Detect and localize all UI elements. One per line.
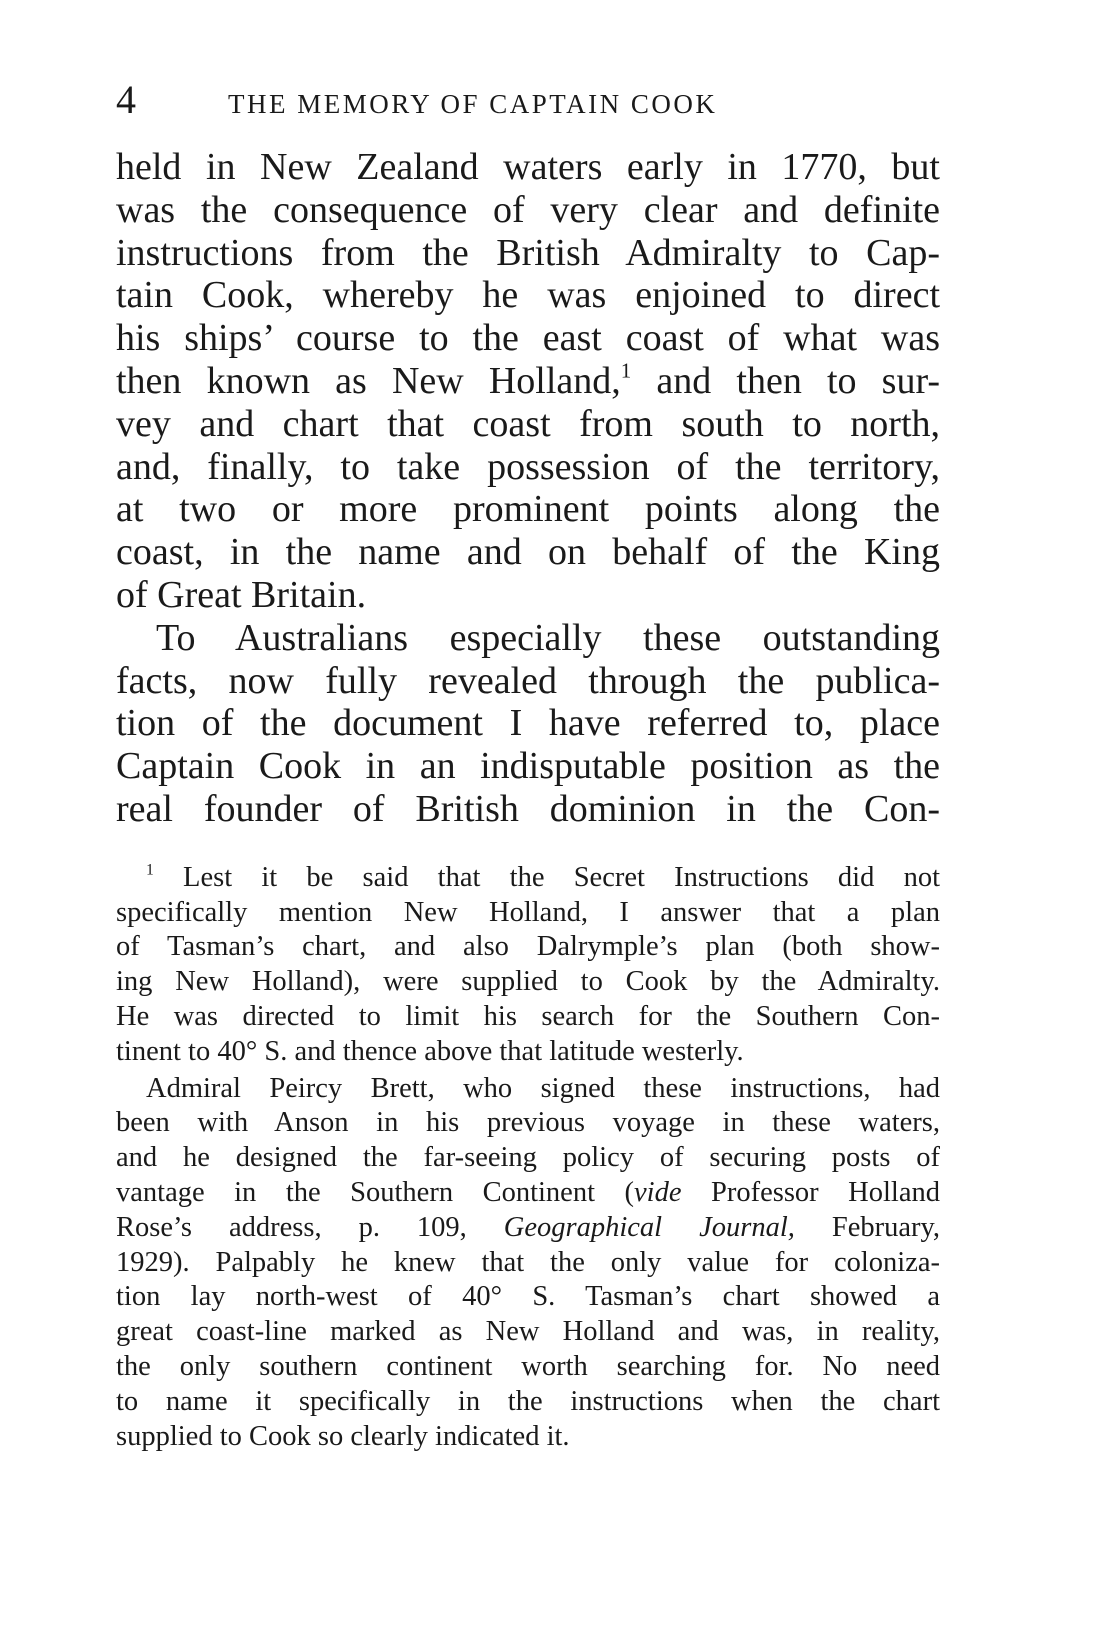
footnote-line: and he designed the far-seeing policy of securing posts of [116, 1142, 940, 1174]
main-text [116, 146, 940, 831]
text-line: facts, now fully revealed through the publica- [116, 659, 940, 702]
text-line: of Great Britain. [116, 573, 367, 616]
footnote-text: Rose’s address, p. 109, [116, 1211, 504, 1243]
footnote-line: tinent to 40° S. and thence above that latitude westerly. [116, 1035, 744, 1067]
footnote-text: vantage in the Southern Continent ( [116, 1176, 635, 1208]
footnote-line: tion lay north-west of 40° S. Tasman’s chart showed a [116, 1281, 940, 1313]
footnote-line: the only southern continent worth searching for. No need [116, 1350, 940, 1382]
footnote-line: supplied to Cook so clearly indicated it. [116, 1420, 570, 1452]
book-page [116, 77, 941, 1454]
text-line: coast, in the name and on behalf of the King [116, 531, 940, 574]
text-line: tion of the document I have referred to, place [116, 702, 940, 745]
footnote-line: of Tasman’s chart, and also Dalrymple’s plan (both show- [116, 931, 940, 963]
footnote-line: to name it specifically in the instructions when the chart [116, 1385, 940, 1417]
footnote-line [116, 1211, 940, 1246]
text-line-tail: and then to sur- [631, 359, 940, 402]
footnotes [116, 861, 940, 1455]
text-line: at two or more prominent points along the [116, 488, 940, 531]
footnote-marker: 1 [146, 861, 154, 878]
footnote-text: Lest it be said that the Secret Instructions did not [153, 861, 940, 893]
running-title: THE MEMORY OF CAPTAIN COOK [228, 89, 718, 119]
text-line: vey and chart that coast from south to north, [116, 402, 940, 445]
text-line: tain Cook, whereby he was enjoined to direct [116, 274, 940, 317]
text-line [116, 360, 940, 403]
text-line: instructions from the British Admiralty to Cap- [116, 231, 940, 274]
journal-title: Geographical Journal, [503, 1211, 795, 1243]
footnote-line: been with Anson in his previous voyage in these waters, [116, 1107, 940, 1139]
text-line: To Australians especially these outstanding [156, 616, 940, 659]
text-line: real founder of British dominion in the Con- [116, 787, 940, 830]
running-head [116, 77, 940, 126]
text-line: was the consequence of very clear and definite [116, 188, 940, 231]
text-line: held in New Zealand waters early in 1770, but [116, 146, 940, 188]
footnote-line [116, 861, 940, 896]
footnote-line: specifically mention New Holland, I answer that a plan [116, 896, 940, 928]
footnote-line: great coast-line marked as New Holland and was, in reality, [116, 1316, 940, 1348]
footnote-text: February, [794, 1211, 941, 1243]
text-line: Captain Cook in an indisputable position as the [116, 745, 940, 788]
text-line: and, finally, to take possession of the territory, [116, 445, 940, 488]
footnote-line: ing New Holland), were supplied to Cook by the Admiralty. [116, 966, 940, 998]
footnote-line: He was directed to limit his search for the Southern Con- [116, 1000, 940, 1032]
footnote-line [116, 1176, 940, 1211]
text-line-head: then known as New Holland, [116, 359, 621, 402]
footnote-text: Professor Holland [681, 1176, 940, 1208]
footnote-line: Admiral Peircy Brett, who signed these instructions, had [146, 1072, 940, 1104]
text-line: his ships’ course to the east coast of what was [116, 317, 940, 360]
page-number: 4 [116, 77, 136, 122]
footnote-italic: vide [634, 1176, 682, 1208]
footnote-line: 1929). Palpably he knew that the only value for coloniza- [116, 1246, 940, 1278]
footnote-reference: 1 [620, 358, 632, 383]
